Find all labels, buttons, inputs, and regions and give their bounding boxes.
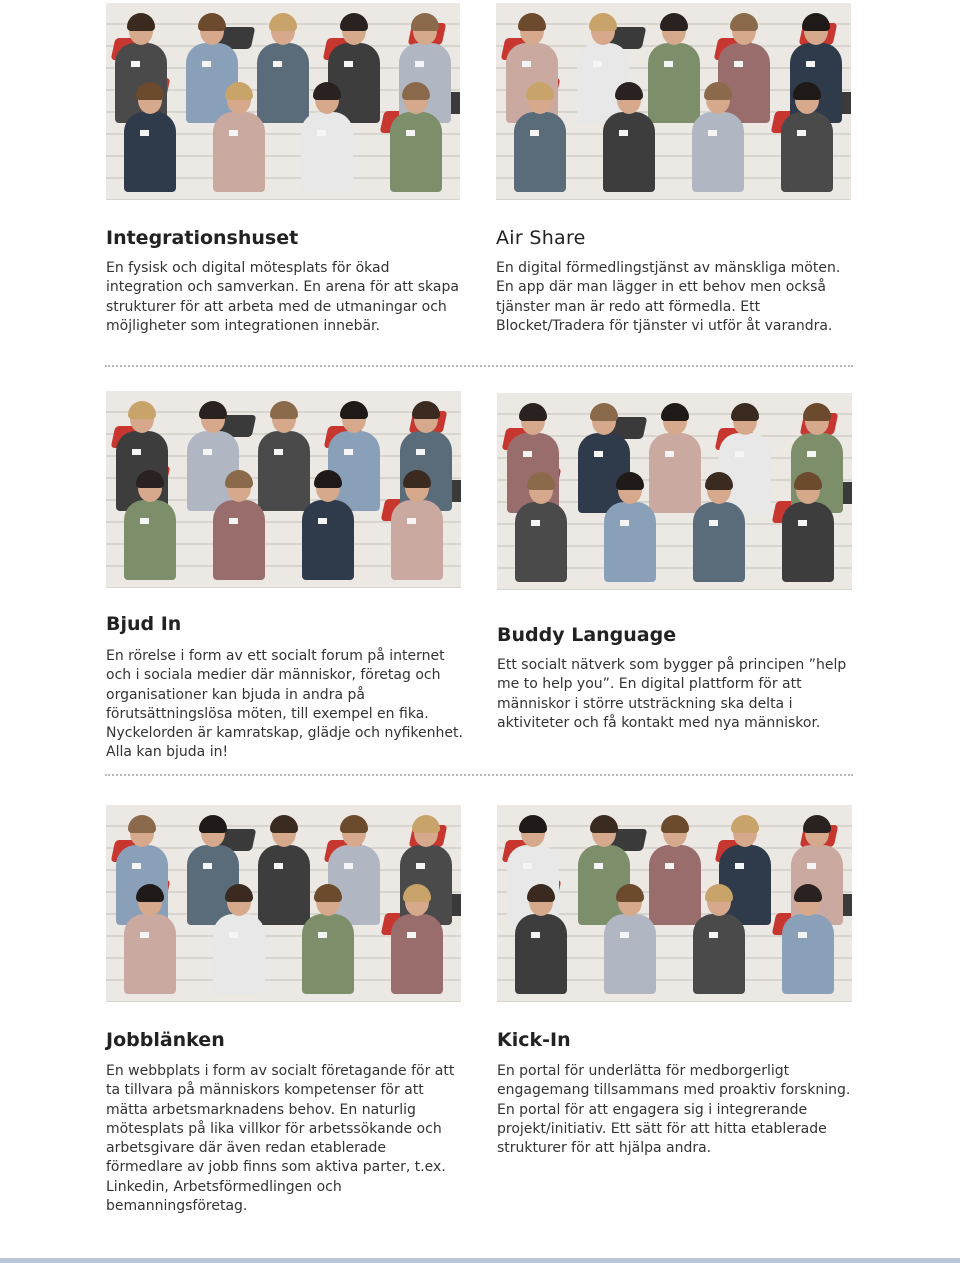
person-figure <box>778 476 838 590</box>
person-figure <box>209 86 269 200</box>
person-figure <box>511 476 571 590</box>
section-text-kick-in: En portal för underlätta för medborgerligt engagemang tillsammans med proaktiv forskning. En portal för att engagera sig i integrerande projekt/initiativ. Ett sätt för att hitta etablerade strukturer för att hjälpa andra. <box>497 1063 851 1157</box>
section-text-jobblanken: En webbplats i form av socialt företagande för att ta tillvara på människors kompetenser för att mätta arbetsmarknadens behov. En naturlig mötesplats på lika villkor för arbetssökande och arbetsgivare där även redan etablerade förmedlare av jobb finns som aktiva parter, t.ex. Linkedin, Arbetsförmedlingen och bemanningsföretag. <box>106 1063 455 1215</box>
section-title-buddy-language: Buddy Language <box>497 624 677 646</box>
group-photo-kick-in <box>497 805 852 1002</box>
person-figure <box>387 888 447 1002</box>
group-photo-air-share <box>496 3 851 200</box>
person-figure <box>600 888 660 1002</box>
person-figure <box>689 476 749 590</box>
person-figure <box>298 474 358 588</box>
person-figure <box>778 888 838 1002</box>
person-figure <box>510 86 570 200</box>
footer-bar <box>0 1258 960 1263</box>
group-photo-buddy-language <box>497 393 852 590</box>
person-figure <box>689 888 749 1002</box>
person-figure <box>777 86 837 200</box>
person-figure <box>297 86 357 200</box>
person-figure <box>386 86 446 200</box>
person-figure <box>298 888 358 1002</box>
group-photo-jobblanken <box>106 805 461 1002</box>
group-photo-integrationshuset <box>106 3 460 200</box>
person-figure <box>387 474 447 588</box>
person-figure <box>209 888 269 1002</box>
section-title-integrationshuset: Integrationshuset <box>106 227 299 249</box>
person-figure <box>120 474 180 588</box>
person-figure <box>120 888 180 1002</box>
section-text-bjud-in: En rörelse i form av ett socialt forum på internet och i sociala medier där människor, företag och organisationer kan bjuda in andra på förutsättningslösa möten, till exempel en fika. Nyckelorden är kamratskap, glädje och nyfikenhet. Alla kan bjuda in! <box>106 648 463 761</box>
section-text-air-share: En digital förmedlingstjänst av mänskliga möten. En app där man lägger in ett behov men också tjänster man är redo att förmedla. Ett Blocket/Tradera för tjänster vi utför åt varandra. <box>496 260 841 334</box>
group-photo-bjud-in <box>106 391 461 588</box>
person-figure <box>209 474 269 588</box>
section-title-kick-in: Kick-In <box>497 1029 571 1051</box>
person-figure <box>120 86 180 200</box>
section-title-jobblanken: Jobblänken <box>106 1029 225 1051</box>
section-title-bjud-in: Bjud In <box>106 613 182 635</box>
person-figure <box>600 476 660 590</box>
section-text-buddy-language: Ett socialt nätverk som bygger på principen ”help me to help you”. En digital plattform för att människor i större utsträckning ska delta i aktiviteter och få kontakt med nya människor. <box>497 657 847 731</box>
person-figure <box>688 86 748 200</box>
person-figure <box>511 888 571 1002</box>
section-divider <box>105 365 853 367</box>
person-figure <box>599 86 659 200</box>
section-title-air-share: Air Share <box>496 227 586 249</box>
section-text-integrationshuset: En fysisk och digital mötesplats för ökad integration och samverkan. En arena för att skapa strukturer för att arbeta med de utmaningar och möjligheter som integrationen innebär. <box>106 260 459 334</box>
section-divider <box>105 774 853 776</box>
